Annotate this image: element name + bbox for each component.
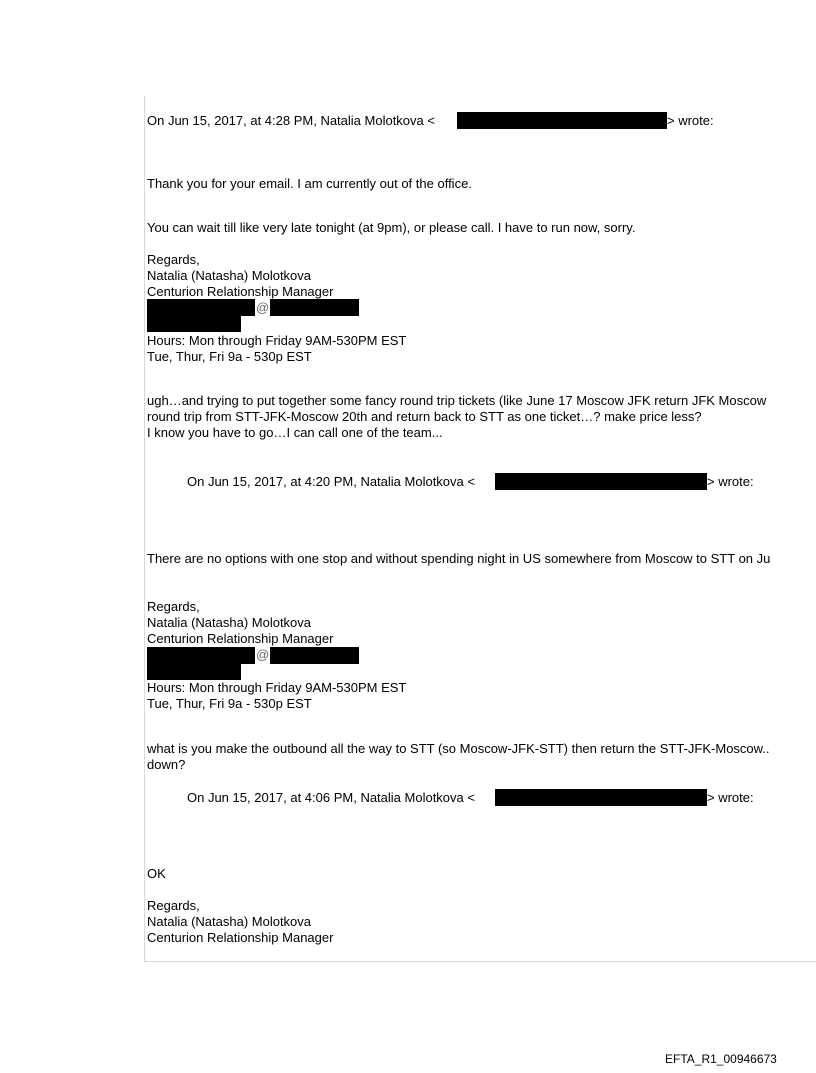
redacted-email-2 <box>495 473 707 490</box>
redacted-domain-2 <box>270 647 359 664</box>
sig-days: Tue, Thur, Fri 9a - 530p EST <box>147 349 312 364</box>
redacted-username-1 <box>147 299 255 316</box>
sig-regards: Regards, <box>147 599 200 614</box>
redacted-phone-2 <box>147 664 241 680</box>
sig-name: Natalia (Natasha) Molotkova <box>147 268 312 283</box>
sig-at-sign: @ <box>256 300 270 315</box>
reply-line: down? <box>147 757 186 772</box>
message-line: OK <box>147 866 166 881</box>
sig-title: Centurion Relationship Manager <box>147 284 334 299</box>
redacted-email-3 <box>495 789 707 806</box>
quote-header-2-prefix: On Jun 15, 2017, at 4:20 PM, Natalia Molotkova < <box>187 474 475 489</box>
reply-line: ugh…and trying to put together some fancy round trip tickets (like June 17 Moscow JFK return JFK Moscow <box>147 393 767 408</box>
sig-name: Natalia (Natasha) Molotkova <box>147 615 312 630</box>
message-line: There are no options with one stop and without spending night in US somewhere from Moscow to STT on Ju <box>147 551 771 566</box>
redacted-username-2 <box>147 647 255 664</box>
quote-header-1-prefix: On Jun 15, 2017, at 4:28 PM, Natalia Molotkova < <box>147 113 435 128</box>
sig-days: Tue, Thur, Fri 9a - 530p EST <box>147 696 312 711</box>
sig-title: Centurion Relationship Manager <box>147 631 334 646</box>
sig-name: Natalia (Natasha) Molotkova <box>147 914 312 929</box>
redacted-domain-1 <box>270 299 359 316</box>
redacted-email-1 <box>457 112 667 129</box>
reply-line: what is you make the outbound all the way to STT (so Moscow-JFK-STT) then return the STT-JFK-Moscow.. <box>147 741 770 756</box>
sig-hours: Hours: Mon through Friday 9AM-530PM EST <box>147 333 407 348</box>
sig-regards: Regards, <box>147 252 200 267</box>
sig-at-sign: @ <box>256 647 270 662</box>
quote-header-3-suffix: > wrote: <box>707 790 754 805</box>
quote-header-3-prefix: On Jun 15, 2017, at 4:06 PM, Natalia Molotkova < <box>187 790 475 805</box>
redacted-phone-1 <box>147 316 241 332</box>
auto-reply-line: Thank you for your email. I am currently out of the office. <box>147 176 472 191</box>
sig-title: Centurion Relationship Manager <box>147 930 334 945</box>
reply-line: I know you have to go…I can call one of the team... <box>147 425 443 440</box>
sig-regards: Regards, <box>147 898 200 913</box>
reply-line: round trip from STT-JFK-Moscow 20th and return back to STT as one ticket…? make price less? <box>147 409 702 424</box>
sig-hours: Hours: Mon through Friday 9AM-530PM EST <box>147 680 407 695</box>
quote-header-2-suffix: > wrote: <box>707 474 754 489</box>
message-line: You can wait till like very late tonight (at 9pm), or please call. I have to run now, sorry. <box>147 220 636 235</box>
quote-header-1-suffix: > wrote: <box>667 113 714 128</box>
document-id: EFTA_R1_00946673 <box>665 1052 777 1066</box>
